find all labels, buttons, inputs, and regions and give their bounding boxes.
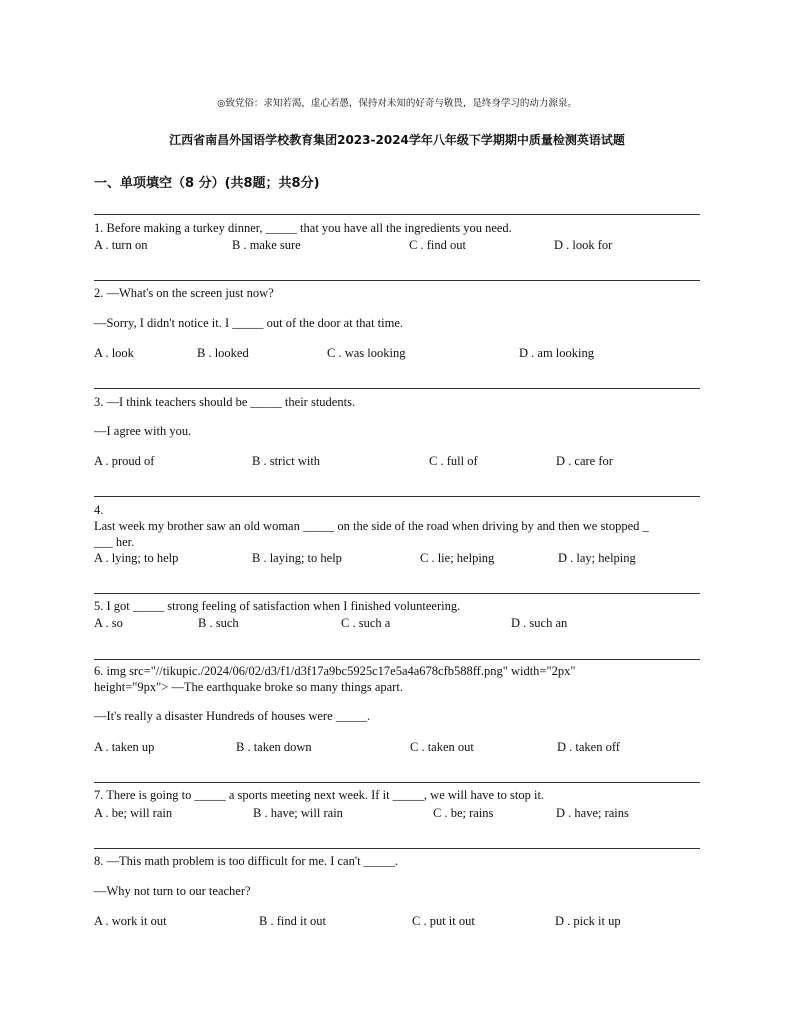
- question-1-option-c[interactable]: C . find out: [409, 238, 466, 252]
- question-3-stem: 3. —I think teachers should be _____ their students.: [94, 395, 356, 409]
- question-divider: [94, 782, 700, 783]
- question-7-option-b[interactable]: B . have; will rain: [253, 806, 343, 820]
- question-8-option-c[interactable]: C . put it out: [412, 914, 475, 928]
- question-2-stem: —Sorry, I didn't notice it. I _____ out of the door at that time.: [94, 316, 404, 330]
- question-6-option-a[interactable]: A . taken up: [94, 740, 155, 754]
- question-4-option-a[interactable]: A . lying; to help: [94, 551, 179, 565]
- question-4-option-b[interactable]: B . laying; to help: [252, 551, 342, 565]
- question-2-stem: 2. —What's on the screen just now?: [94, 286, 274, 300]
- question-7-option-a[interactable]: A . be; will rain: [94, 806, 173, 820]
- question-3-option-a[interactable]: A . proud of: [94, 454, 155, 468]
- question-6-stem: —It's really a disaster Hundreds of houses were _____.: [94, 709, 371, 723]
- question-8-option-d[interactable]: D . pick it up: [555, 914, 621, 928]
- question-3-option-c[interactable]: C . full of: [429, 454, 478, 468]
- question-8-option-a[interactable]: A . work it out: [94, 914, 167, 928]
- question-7-stem: 7. There is going to _____ a sports meeting next week. If it _____, we will have to stop it.: [94, 788, 545, 802]
- question-divider: [94, 280, 700, 281]
- question-divider: [94, 388, 700, 389]
- question-divider: [94, 593, 700, 594]
- section-heading: 一、单项填空（8 分）(共8题；共8分): [94, 176, 320, 191]
- question-2-option-d[interactable]: D . am looking: [519, 346, 594, 360]
- question-divider: [94, 659, 700, 660]
- question-divider: [94, 214, 700, 215]
- question-divider: [94, 496, 700, 497]
- question-5-option-c[interactable]: C . such a: [341, 616, 391, 630]
- question-4-stem: Last week my brother saw an old woman _____ on the side of the road when driving by and then we stopped _: [94, 519, 649, 533]
- question-7-option-c[interactable]: C . be; rains: [433, 806, 494, 820]
- question-3-option-b[interactable]: B . strict with: [252, 454, 321, 468]
- question-1-option-b[interactable]: B . make sure: [232, 238, 301, 252]
- question-1-option-d[interactable]: D . look for: [554, 238, 613, 252]
- question-8-stem: —Why not turn to our teacher?: [94, 884, 251, 898]
- page-title: 江西省南昌外国语学校教育集团2023-2024学年八年级下学期期中质量检测英语试题: [169, 133, 625, 147]
- question-5-option-b[interactable]: B . such: [198, 616, 239, 630]
- question-4-number: 4.: [94, 503, 104, 517]
- question-4-stem: ___ her.: [94, 535, 135, 549]
- question-5-option-d[interactable]: D . such an: [511, 616, 568, 630]
- question-3-stem: —I agree with you.: [94, 424, 192, 438]
- question-8-stem: 8. —This math problem is too difficult for me. I can't _____.: [94, 854, 399, 868]
- question-5-option-a[interactable]: A . so: [94, 616, 123, 630]
- question-2-option-a[interactable]: A . look: [94, 346, 134, 360]
- question-2-option-b[interactable]: B . looked: [197, 346, 249, 360]
- question-7-option-d[interactable]: D . have; rains: [556, 806, 629, 820]
- question-4-option-d[interactable]: D . lay; helping: [558, 551, 636, 565]
- question-2-option-c[interactable]: C . was looking: [327, 346, 406, 360]
- question-6-option-c[interactable]: C . taken out: [410, 740, 474, 754]
- question-4-option-c[interactable]: C . lie; helping: [420, 551, 495, 565]
- question-8-option-b[interactable]: B . find it out: [259, 914, 327, 928]
- question-6-stem: 6. img src="//tikupic./2024/06/02/d3/f1/d3f17a9bc5925c17e5a4a678cfb588ff.png" width="2px": [94, 664, 576, 678]
- question-6-option-b[interactable]: B . taken down: [236, 740, 312, 754]
- motto: ◎致党俗：求知若渴，虚心若愚，保持对未知的好奇与敬畏，是终身学习的动力源泉。: [217, 98, 577, 109]
- question-6-option-d[interactable]: D . taken off: [557, 740, 620, 754]
- question-6-stem: height="9px"> —The earthquake broke so many things apart.: [94, 680, 403, 694]
- question-3-option-d[interactable]: D . care for: [556, 454, 613, 468]
- question-1-option-a[interactable]: A . turn on: [94, 238, 148, 252]
- question-divider: [94, 848, 700, 849]
- question-1-stem: 1. Before making a turkey dinner, _____ that you have all the ingredients you need.: [94, 221, 512, 235]
- question-5-stem: 5. I got _____ strong feeling of satisfaction when I finished volunteering.: [94, 599, 461, 613]
